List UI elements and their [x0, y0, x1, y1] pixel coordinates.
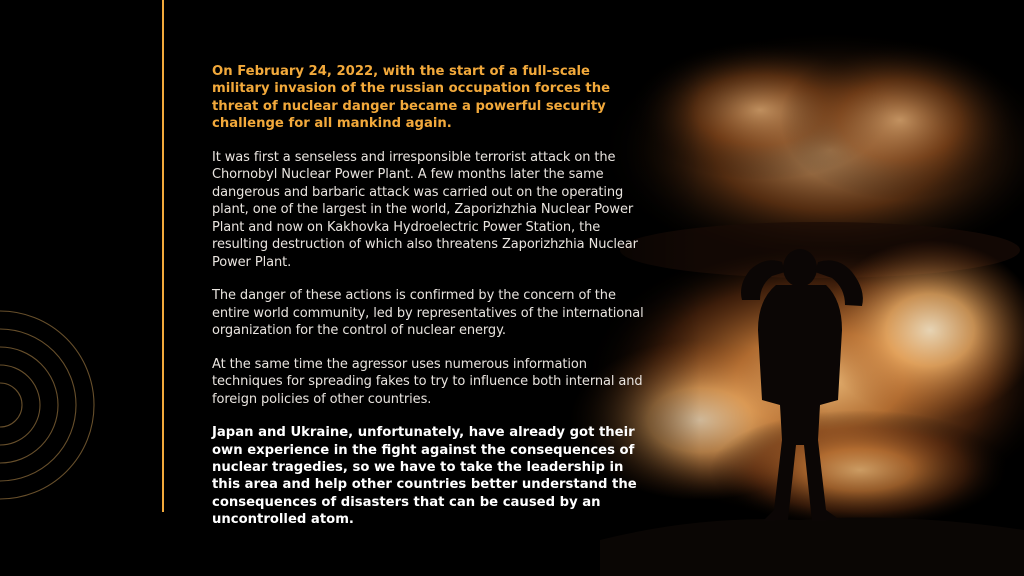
- accent-vertical-line: [162, 0, 164, 512]
- closing-paragraph: Japan and Ukraine, unfortunately, have already got their own experience in the fight against the consequences of nuclear tragedies, so we have to take the leadership in this area and help other countries better understand the consequences of disasters that can be caused by an uncontrolled atom.: [212, 425, 637, 528]
- text-content: [212, 63, 648, 545]
- paragraph-chornobyl-attack: It was first a senseless and irresponsible terrorist attack on the Chornobyl Nuclear Power Plant. A few months later the same dangerous and barbaric attack was carried out on the operating plant, one of the largest in the world, Zaporizhzhia Nuclear Power Plant and now on Kakhovka Hydroelectric Power Station, the resulting destruction of which also threatens Zaporizhzhia Nuclear Power Plant.: [212, 149, 638, 270]
- concentric-rings-decoration: [0, 300, 110, 510]
- paragraph-information-techniques: At the same time the agressor uses numerous information techniques for spreading fakes to try to influence both internal and foreign policies of other countries.: [212, 356, 643, 407]
- lead-paragraph: On February 24, 2022, with the start of a full-scale military invasion of the russian occupation forces the threat of nuclear danger became a powerful security challenge for all mankind again.: [212, 64, 611, 132]
- paragraph-world-concern: The danger of these actions is confirmed by the concern of the entire world community, led by representatives of the international organization for the control of nuclear energy.: [212, 288, 644, 339]
